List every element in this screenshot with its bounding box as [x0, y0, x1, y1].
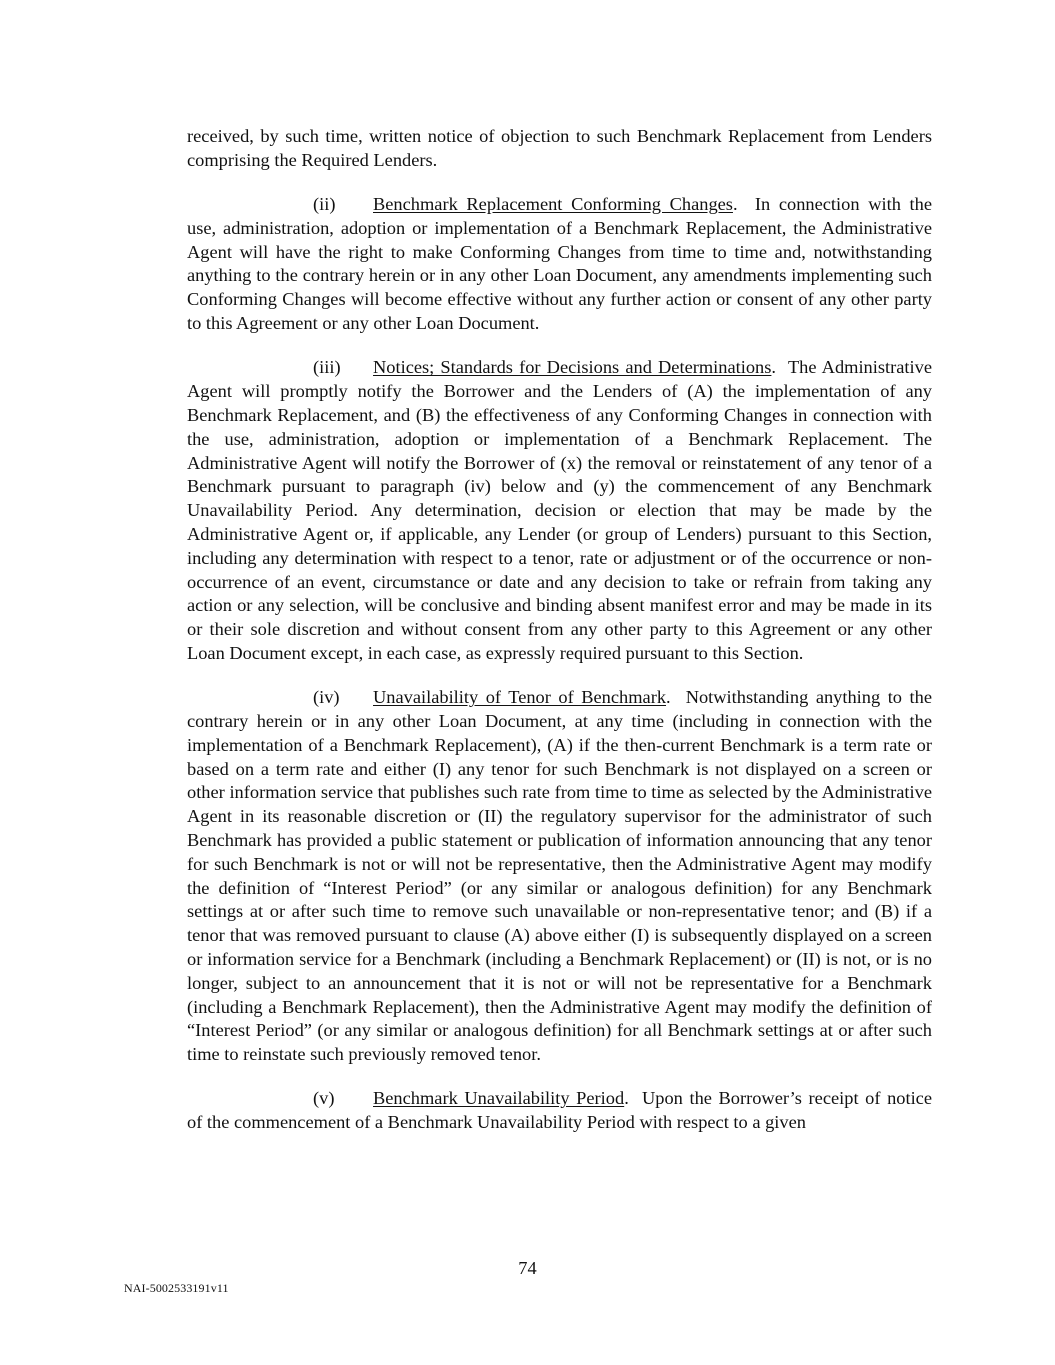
- section-iii-number: (iii): [313, 357, 341, 378]
- section-ii-number: (ii): [313, 194, 336, 215]
- document-id-footer: NAI-5002533191v11: [124, 1281, 229, 1295]
- section-iv-title: Unavailability of Tenor of Benchmark: [373, 687, 667, 708]
- section-iv-title-period: .: [666, 687, 671, 708]
- section-iii-title-period: .: [771, 357, 777, 378]
- section-iii-paragraph: [187, 356, 932, 665]
- section-v-title: Benchmark Unavailability Period: [373, 1088, 625, 1109]
- section-iii-body: The Administrative Agent will promptly notify the Borrower and the Lenders of (A) the implementation of any Benchmark Replacement, and (B) the effectiveness of any Conforming Changes in connection with the use, administration, adoption or implementation of a Benchmark Replacement. The Administrative Agent will notify the Borrower of (x) the removal or reinstatement of any tenor of a Benchmark pursuant to paragraph (iv) below and (y) the commencement of any Benchmark Unavailability Period. Any determination, decision or election that may be made by the Administrative Agent or, if applicable, any Lender (or group of Lenders) pursuant to this Section, including any determination with respect to a tenor, rate or adjustment or of the occurrence or non-occurrence of an event, circumstance or date and any decision to take or refrain from taking any action or any selection, will be conclusive and binding absent manifest error and may be made in its or their sole discretion and without consent from any other party to this Agreement or any other Loan Document except, in each case, as expressly required pursuant to this Section.: [187, 357, 932, 663]
- section-iii-title: Notices; Standards for Decisions and Determinations: [373, 357, 772, 378]
- section-iv-body: Notwithstanding anything to the contrary herein or in any other Loan Document, at any time (including in connection with the implementation of a Benchmark Replacement), (A) if the then-current Benchmark is a term rate or based on a term rate and either (I) any tenor for such Benchmark is not displayed on a screen or other information service that publishes such rate from time to time as selected by the Administrative Agent in its reasonable discretion or (II) the regulatory supervisor for the administrator of such Benchmark has provided a public statement or publication of information announcing that any tenor for such Benchmark is not or will not be representative, then the Administrative Agent may modify the definition of “Interest Period” (or any similar or analogous definition) for any Benchmark settings at or after such time to remove such unavailable or non-representative tenor; and (B) if a tenor that was removed pursuant to clause (A) above either (I) is subsequently displayed on a screen or information service for a Benchmark (including a Benchmark Replacement) or (II) is not, or is no longer, subject to an announcement that it is not or will not be representative for a Benchmark (including a Benchmark Replacement), then the Administrative Agent may modify the definition of “Interest Period” (or any similar or analogous definition) for all Benchmark settings at or after such time to reinstate such previously removed tenor.: [187, 687, 932, 1065]
- section-iv-number: (iv): [313, 687, 340, 708]
- section-v-paragraph: [187, 1087, 932, 1135]
- document-body: [187, 125, 932, 1156]
- section-v-number: (v): [313, 1088, 335, 1109]
- section-v-body: Upon the Borrower’s receipt of notice of the commencement of a Benchmark Unavailability Period with respect to a given: [187, 1088, 933, 1133]
- section-ii-title: Benchmark Replacement Conforming Changes: [373, 194, 733, 215]
- section-ii-title-period: .: [732, 194, 738, 215]
- section-v-title-period: .: [624, 1088, 629, 1109]
- section-ii-body: In connection with the use, administration, adoption or implementation of a Benchmark Replacement, the Administrative Agent will have the right to make Conforming Changes from time to time and, notwithstanding anything to the contrary herein or in any other Loan Document, any amendments implementing such Conforming Changes will become effective without any further action or consent of any other party to this Agreement or any other Loan Document.: [187, 194, 933, 334]
- section-iv-paragraph: [187, 686, 932, 1067]
- section-ii-paragraph: [187, 193, 932, 336]
- continuation-paragraph: [187, 125, 932, 173]
- continuation-text: received, by such time, written notice of objection to such Benchmark Replacement from Lenders comprising the Required Lenders.: [187, 126, 932, 170]
- page-number: 74: [518, 1258, 537, 1278]
